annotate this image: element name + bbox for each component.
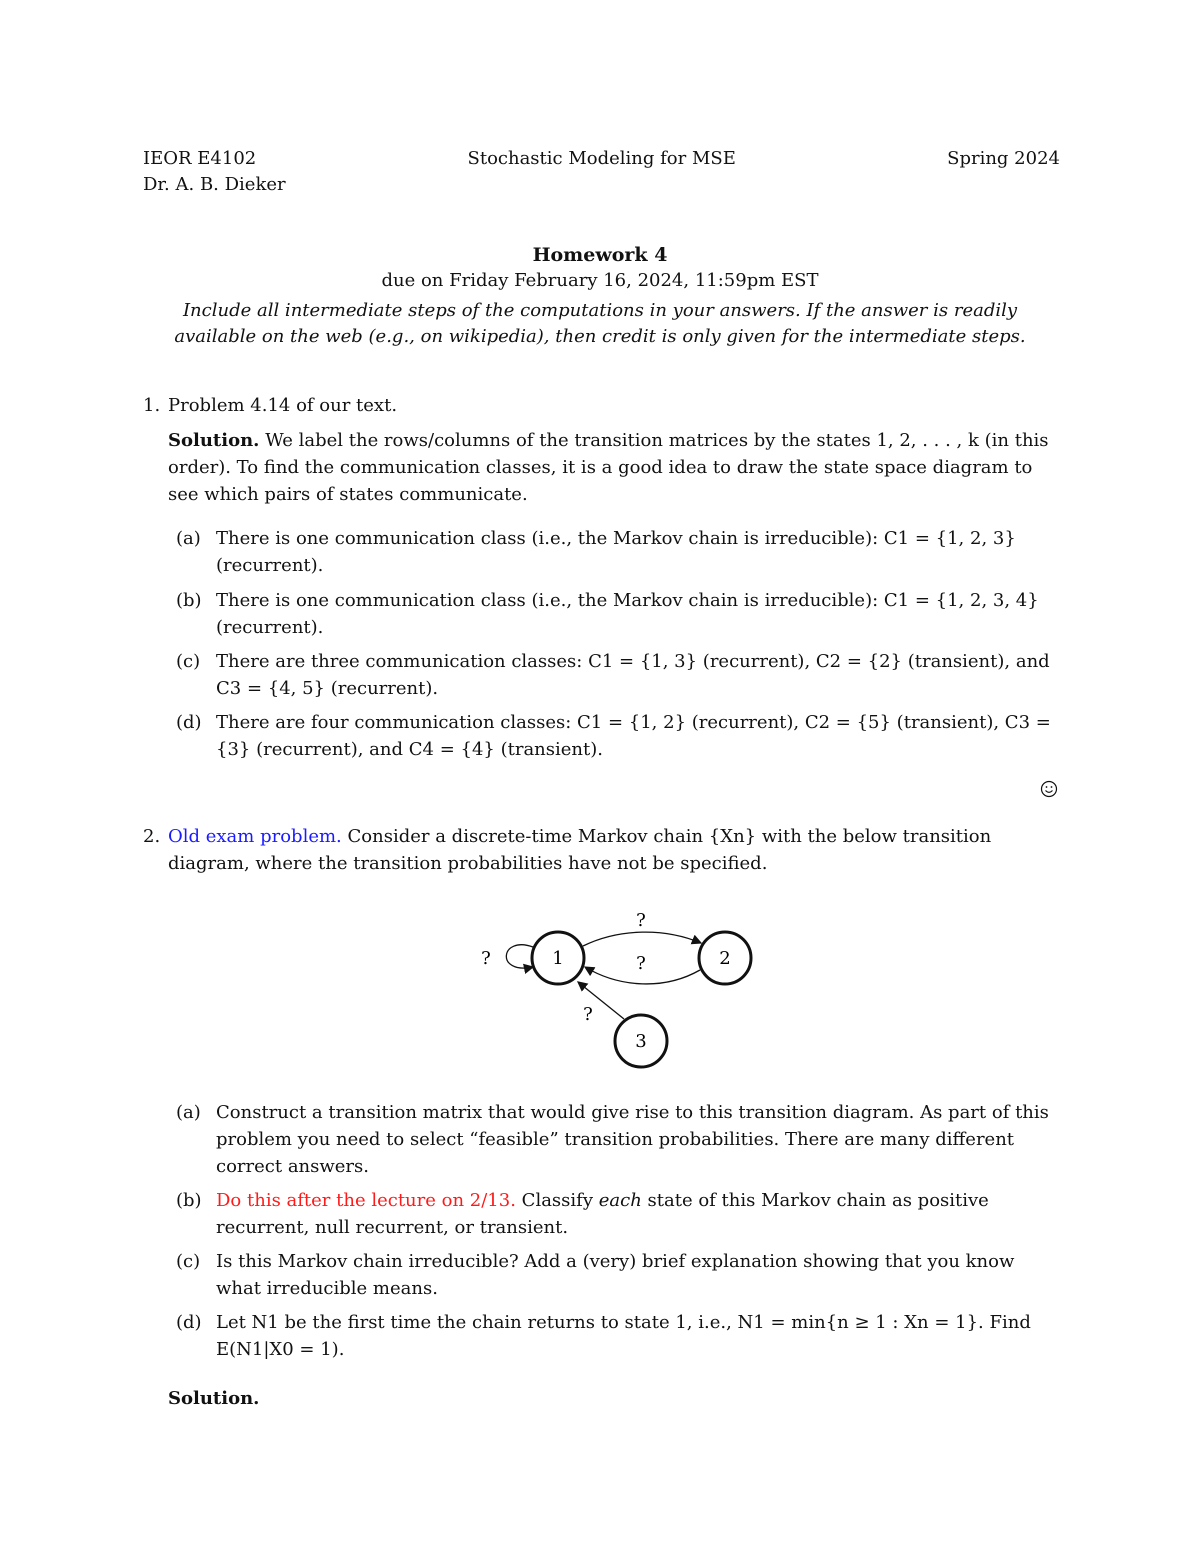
part-text-em: each xyxy=(598,1190,642,1211)
part-text: Construct a transition matrix that would give rise to this transition diagram. As part of this problem you need to select “feasible” transition probabilities. There are many different correct answers. xyxy=(216,1102,1049,1177)
due-date: due on Friday February 16, 2024, 11:59pm EST xyxy=(381,270,819,291)
course-code: IEOR E4102 xyxy=(143,148,257,169)
old-exam-tag: Old exam problem. xyxy=(168,826,342,847)
edge-label-2-1: ? xyxy=(636,953,646,974)
instructor: Dr. A. B. Dieker xyxy=(143,174,286,195)
problem-statement: Problem 4.14 of our text. xyxy=(168,395,398,416)
part-label: (c) xyxy=(176,651,201,672)
problem-number: 1. xyxy=(143,395,161,416)
part-text: There is one communication class (i.e., the Markov chain is irreducible): C1 = {1, 2, 3, 4} (recurrent). xyxy=(216,590,1039,638)
solution-text: We label the rows/columns of the transition matrices by the states 1, 2, . . . , k (in this order). To find the communication classes, it is a good idea to draw the state space diagram to see which pairs of states communicate. xyxy=(168,430,1049,505)
edge-label-self: ? xyxy=(481,948,491,969)
p2-solution-label: Solution. xyxy=(168,1388,260,1409)
course-title: Stochastic Modeling for MSE xyxy=(467,148,736,169)
header-row-2 xyxy=(143,172,1060,198)
part-label: (a) xyxy=(176,1102,201,1123)
part-label: (b) xyxy=(176,1190,202,1211)
statement-text: Consider a discrete-time Markov chain {Xn} with the below transition diagram, where the transition probabilities have not be specified. xyxy=(168,826,992,874)
title-block xyxy=(0,242,1200,350)
problem-number: 2. xyxy=(143,826,161,847)
smiley-icon xyxy=(1040,780,1058,798)
instructions: Include all intermediate steps of the computations in your answers. If the answer is readily available on the web (e.g., on wikipedia), then credit is only given for the intermediate steps. xyxy=(174,300,1026,347)
problem-statement xyxy=(168,823,1060,877)
edge-self-loop xyxy=(506,945,533,968)
page-title: Homework 4 xyxy=(532,244,668,266)
part-label: (b) xyxy=(176,590,202,611)
transition-diagram xyxy=(470,900,770,1080)
edge-1-to-2 xyxy=(583,932,701,946)
part-text: There is one communication class (i.e., the Markov chain is irreducible): C1 = {1, 2, 3} (recurrent). xyxy=(216,528,1016,576)
part-label: (c) xyxy=(176,1251,201,1272)
part-label: (d) xyxy=(176,1312,202,1333)
node-label-3: 3 xyxy=(635,1031,647,1052)
term: Spring 2024 xyxy=(947,148,1060,169)
page-header xyxy=(143,146,1060,198)
node-label-1: 1 xyxy=(552,948,564,969)
part-label: (d) xyxy=(176,712,202,733)
lecture-note: Do this after the lecture on 2/13. xyxy=(216,1190,516,1211)
part-text: There are three communication classes: C1 = {1, 3} (recurrent), C2 = {2} (transient), and C3 = {4, 5} (recurrent). xyxy=(216,651,1050,699)
edge-label-3-1: ? xyxy=(583,1004,593,1025)
edge-label-1-2: ? xyxy=(636,910,646,931)
part-text: Let N1 be the first time the chain returns to state 1, i.e., N1 = min{n ≥ 1 : Xn = 1}. Find E(N1|X0 = 1). xyxy=(216,1312,1031,1360)
part-text: There are four communication classes: C1 = {1, 2} (recurrent), C2 = {5} (transient), C3 = {3} (recurrent), and C4 = {4} (transient). xyxy=(216,712,1051,760)
part-text-pre: Classify xyxy=(521,1190,593,1211)
solution-label: Solution. xyxy=(168,430,260,451)
header-row-1 xyxy=(143,146,1060,172)
solution-paragraph xyxy=(168,427,1060,508)
part-text: Is this Markov chain irreducible? Add a (very) brief explanation showing that you know what irreducible means. xyxy=(216,1251,1015,1299)
part-text-post: state of this Markov chain as positive recurrent, null recurrent, or transient. xyxy=(216,1190,989,1238)
problem-2 xyxy=(143,823,1060,883)
part-label: (a) xyxy=(176,528,201,549)
node-label-2: 2 xyxy=(719,948,731,969)
part-text xyxy=(216,1187,1060,1241)
